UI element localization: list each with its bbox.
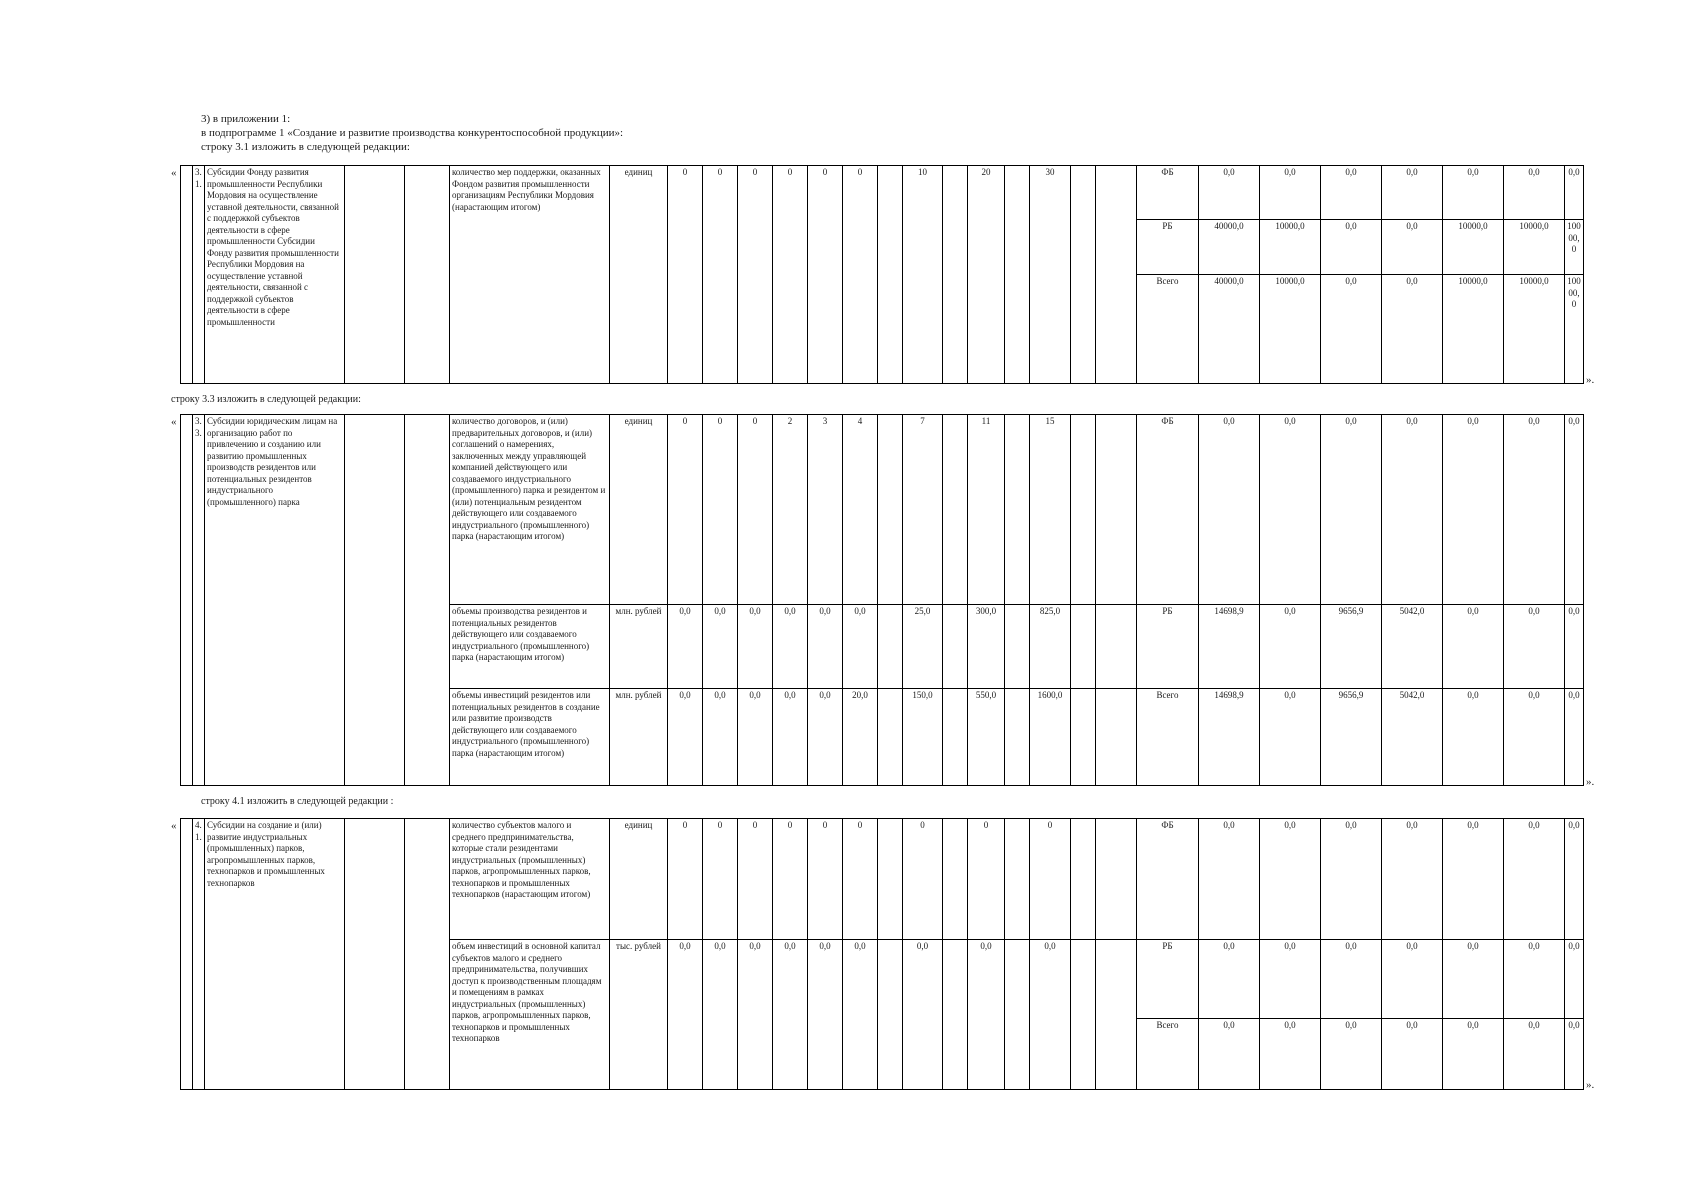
empty-cell (1071, 415, 1096, 605)
indicator-value: 0,0 (703, 940, 738, 1090)
empty-cell (1096, 689, 1137, 786)
finance-value: 0,0 (1321, 819, 1382, 940)
finance-value: 0,0 (1565, 940, 1584, 1019)
indicator-value: 0,0 (843, 940, 878, 1090)
finance-value: 0,0 (1321, 415, 1382, 605)
table-row (181, 166, 1584, 220)
empty-cell (1096, 819, 1137, 940)
indicator-name: объемы инвестиций резидентов или потенциальных резидентов в создание или развитие производств действующего или создаваемого индустриального (промышленного) парка (нарастающим итогом) (450, 689, 610, 786)
indicator-name: объем инвестиций в основной капитал субъектов малого и среднего предпринимательства, получивших доступ к производственным площадям и помещениям в рамках индустриальных (промышленных) парков, агропромышленных парков, технопарков и промышленных технопарков (450, 940, 610, 1090)
indicator-value: 0 (808, 166, 843, 384)
finance-value: 0,0 (1321, 275, 1382, 384)
indicator-unit: единиц (610, 166, 668, 384)
finance-value: 0,0 (1443, 819, 1504, 940)
indicator-value: 150,0 (903, 689, 943, 786)
empty-cell (1005, 689, 1030, 786)
finance-source: РБ (1137, 605, 1199, 689)
indicator-value: 300,0 (968, 605, 1005, 689)
empty-cell (345, 415, 405, 786)
empty-cell (1071, 940, 1096, 1090)
row-number: 3.3. (193, 415, 205, 786)
finance-value: 0,0 (1504, 166, 1565, 220)
finance-value: 0,0 (1321, 1019, 1382, 1090)
empty-cell (943, 166, 968, 384)
indicator-value: 0 (773, 166, 808, 384)
indicator-value: 0,0 (703, 689, 738, 786)
finance-value: 5042,0 (1382, 689, 1443, 786)
finance-value: 0,0 (1199, 819, 1260, 940)
finance-value: 0,0 (1504, 819, 1565, 940)
quote-open: « (171, 416, 177, 428)
indicator-value: 0,0 (668, 940, 703, 1090)
finance-value: 0,0 (1321, 166, 1382, 220)
measure-name: Субсидии Фонду развития промышленности Республики Мордовия на осуществление уставной деятельности, связанной с поддержкой субъектов деятельности в сфере промышленности Субсидии Фонду развития промышленности Республики Мордовия на осуществление уставной деятельности, связанной с поддержкой субъектов деятельности в сфере промышленности (205, 166, 345, 384)
finance-source: РБ (1137, 940, 1199, 1019)
finance-value: 9656,9 (1321, 605, 1382, 689)
finance-value: 0,0 (1321, 940, 1382, 1019)
indicator-value: 0 (808, 819, 843, 940)
empty-cell (878, 166, 903, 384)
empty-cell (1071, 819, 1096, 940)
finance-value: 0,0 (1565, 689, 1584, 786)
finance-value: 0,0 (1443, 689, 1504, 786)
indicator-value: 0,0 (903, 940, 943, 1090)
empty-cell (943, 940, 968, 1090)
empty-cell (878, 940, 903, 1090)
indicator-unit: единиц (610, 415, 668, 605)
indicator-value: 0,0 (668, 605, 703, 689)
intro-line: 3) в приложении 1: (201, 113, 291, 125)
indicator-value: 20,0 (843, 689, 878, 786)
indicator-value: 0 (738, 166, 773, 384)
finance-value: 14698,9 (1199, 605, 1260, 689)
caption-row-4-1: строку 4.1 изложить в следующей редакции : (201, 796, 394, 807)
empty-cell (1005, 819, 1030, 940)
empty-cell (405, 819, 450, 1090)
indicator-value: 0 (668, 415, 703, 605)
finance-value: 0,0 (1382, 940, 1443, 1019)
empty-cell (1096, 605, 1137, 689)
indicator-value: 0 (1030, 819, 1071, 940)
indicator-unit: единиц (610, 819, 668, 940)
finance-source: Всего (1137, 689, 1199, 786)
indicator-value: 0 (773, 819, 808, 940)
indicator-unit: млн. рублей (610, 605, 668, 689)
indicator-value: 0,0 (968, 940, 1005, 1090)
table-row (181, 819, 1584, 940)
indicator-value: 30 (1030, 166, 1071, 384)
empty-cell (1071, 166, 1096, 384)
finance-value: 0,0 (1504, 1019, 1565, 1090)
indicator-name: объемы производства резидентов и потенциальных резидентов действующего или создаваемого индустриального (промышленного) парка (нарастающим итогом) (450, 605, 610, 689)
empty-cell (345, 166, 405, 384)
finance-source: ФБ (1137, 415, 1199, 605)
empty-cell (943, 415, 968, 605)
indicator-value: 25,0 (903, 605, 943, 689)
empty-cell (1005, 166, 1030, 384)
finance-value: 0,0 (1443, 940, 1504, 1019)
table-row-4-1 (180, 818, 1584, 1090)
finance-value: 9656,9 (1321, 689, 1382, 786)
empty-cell (1005, 415, 1030, 605)
finance-value: 0,0 (1260, 1019, 1321, 1090)
finance-value: 0,0 (1565, 166, 1584, 220)
finance-value: 0,0 (1443, 415, 1504, 605)
indicator-value: 15 (1030, 415, 1071, 605)
finance-value: 0,0 (1504, 605, 1565, 689)
indicator-value: 0,0 (808, 940, 843, 1090)
finance-value: 40000,0 (1199, 220, 1260, 275)
indicator-value: 0 (668, 819, 703, 940)
finance-value: 0,0 (1565, 605, 1584, 689)
finance-source: ФБ (1137, 166, 1199, 220)
finance-value: 0,0 (1504, 940, 1565, 1019)
indicator-value: 0 (703, 166, 738, 384)
indicator-value: 7 (903, 415, 943, 605)
empty-cell (1096, 940, 1137, 1090)
finance-value: 10000,0 (1260, 220, 1321, 275)
indicator-value: 0,0 (738, 689, 773, 786)
finance-value: 0,0 (1260, 689, 1321, 786)
indicator-value: 0,0 (1030, 940, 1071, 1090)
indicator-name: количество договоров, и (или) предварительных договоров, и (или) соглашений о намерениях, заключенных между управляющей компанией действующего или создаваемого индустриального (промышленного) парка и резидентом и (или) потенциальным резидентом действующего или создаваемого индустриального (промышленного) парка (нарастающим итогом) (450, 415, 610, 605)
finance-value: 0,0 (1199, 415, 1260, 605)
empty-cell (943, 689, 968, 786)
indicator-value: 1600,0 (1030, 689, 1071, 786)
indicator-value: 0,0 (668, 689, 703, 786)
finance-value: 0,0 (1260, 819, 1321, 940)
finance-value: 0,0 (1565, 1019, 1584, 1090)
indicator-value: 10 (903, 166, 943, 384)
empty-cell (405, 415, 450, 786)
indicator-value: 0,0 (703, 605, 738, 689)
empty-cell (1005, 605, 1030, 689)
empty-cell (878, 819, 903, 940)
finance-value: 10000,0 (1504, 275, 1565, 384)
finance-value: 0,0 (1382, 415, 1443, 605)
empty-cell (345, 819, 405, 1090)
finance-value: 5042,0 (1382, 605, 1443, 689)
indicator-value: 0,0 (808, 605, 843, 689)
finance-value: 0,0 (1565, 415, 1584, 605)
finance-source: РБ (1137, 220, 1199, 275)
indicator-value: 20 (968, 166, 1005, 384)
finance-value: 0,0 (1382, 275, 1443, 384)
table-row-3-3 (180, 414, 1584, 786)
finance-value: 0,0 (1382, 166, 1443, 220)
finance-value: 0,0 (1443, 1019, 1504, 1090)
finance-value: 10000,0 (1565, 275, 1584, 384)
finance-value: 0,0 (1382, 1019, 1443, 1090)
indicator-value: 0,0 (738, 940, 773, 1090)
indicator-value: 0 (843, 819, 878, 940)
finance-value: 10000,0 (1504, 220, 1565, 275)
indicator-value: 3 (808, 415, 843, 605)
finance-value: 0,0 (1260, 940, 1321, 1019)
quote-cell (181, 819, 193, 1090)
row-number: 3.1. (193, 166, 205, 384)
finance-value: 10000,0 (1443, 275, 1504, 384)
finance-value: 40000,0 (1199, 275, 1260, 384)
finance-source: Всего (1137, 275, 1199, 384)
empty-cell (878, 689, 903, 786)
indicator-value: 11 (968, 415, 1005, 605)
indicator-value: 0 (738, 415, 773, 605)
indicator-value: 0 (968, 819, 1005, 940)
finance-value: 0,0 (1443, 605, 1504, 689)
indicator-name: количество субъектов малого и среднего предпринимательства, которые стали резидентами индустриальных (промышленных) парков, агропромышленных парков, технопарков и промышленных технопарков (нарастающим итогом) (450, 819, 610, 940)
measure-name: Субсидии юридическим лицам на организацию работ по привлечению и созданию или развитию промышленных производств резидентов или потенциальных резидентов индустриального (промышленного) парка (205, 415, 345, 786)
indicator-value: 0,0 (808, 689, 843, 786)
indicator-value: 0,0 (738, 605, 773, 689)
measure-name: Субсидии на создание и (или) развитие индустриальных (промышленных) парков, агропромышленных парков, технопарков и промышленных технопарков (205, 819, 345, 1090)
table-row-3-1 (180, 165, 1584, 384)
quote-open: « (171, 167, 177, 179)
quote-open: « (171, 820, 177, 832)
finance-value: 0,0 (1504, 689, 1565, 786)
finance-value: 0,0 (1382, 819, 1443, 940)
row-number: 4.1. (193, 819, 205, 1090)
intro-line: строку 3.1 изложить в следующей редакции: (201, 141, 410, 153)
indicator-value: 0 (703, 819, 738, 940)
finance-value: 0,0 (1443, 166, 1504, 220)
finance-value: 0,0 (1321, 220, 1382, 275)
finance-value: 10000,0 (1565, 220, 1584, 275)
indicator-value: 550,0 (968, 689, 1005, 786)
indicator-value: 825,0 (1030, 605, 1071, 689)
finance-value: 0,0 (1504, 415, 1565, 605)
indicator-value: 0 (703, 415, 738, 605)
caption-row-3-3: строку 3.3 изложить в следующей редакции: (171, 394, 361, 405)
finance-value: 0,0 (1260, 166, 1321, 220)
finance-value: 0,0 (1260, 605, 1321, 689)
quote-close: ». (1586, 1079, 1595, 1091)
table-row (181, 415, 1584, 605)
empty-cell (1096, 166, 1137, 384)
indicator-value: 0 (738, 819, 773, 940)
finance-value: 10000,0 (1260, 275, 1321, 384)
empty-cell (405, 166, 450, 384)
empty-cell (943, 605, 968, 689)
quote-cell (181, 166, 193, 384)
finance-value: 0,0 (1260, 415, 1321, 605)
empty-cell (878, 415, 903, 605)
finance-value: 10000,0 (1443, 220, 1504, 275)
finance-source: Всего (1137, 1019, 1199, 1090)
empty-cell (1005, 940, 1030, 1090)
empty-cell (943, 819, 968, 940)
quote-close: ». (1586, 374, 1595, 386)
finance-source: ФБ (1137, 819, 1199, 940)
finance-value: 14698,9 (1199, 689, 1260, 786)
finance-value: 0,0 (1199, 940, 1260, 1019)
indicator-value: 0,0 (773, 940, 808, 1090)
intro-line: в подпрограмме 1 «Создание и развитие производства конкурентоспособной продукции»: (201, 127, 624, 139)
quote-close: ». (1586, 776, 1595, 788)
indicator-value: 0,0 (773, 605, 808, 689)
indicator-value: 0,0 (773, 689, 808, 786)
finance-value: 0,0 (1382, 220, 1443, 275)
indicator-value: 2 (773, 415, 808, 605)
indicator-value: 0 (843, 166, 878, 384)
quote-cell (181, 415, 193, 786)
empty-cell (1096, 415, 1137, 605)
indicator-value: 0 (903, 819, 943, 940)
indicator-value: 0,0 (843, 605, 878, 689)
empty-cell (1071, 689, 1096, 786)
intro-text (201, 112, 623, 154)
indicator-value: 4 (843, 415, 878, 605)
indicator-unit: тыс. рублей (610, 940, 668, 1090)
indicator-unit: млн. рублей (610, 689, 668, 786)
indicator-value: 0 (668, 166, 703, 384)
finance-value: 0,0 (1199, 1019, 1260, 1090)
empty-cell (1071, 605, 1096, 689)
finance-value: 0,0 (1565, 819, 1584, 940)
indicator-name: количество мер поддержки, оказанных Фондом развития промышленности организациям Республики Мордовия (нарастающим итогом) (450, 166, 610, 384)
finance-value: 0,0 (1199, 166, 1260, 220)
empty-cell (878, 605, 903, 689)
